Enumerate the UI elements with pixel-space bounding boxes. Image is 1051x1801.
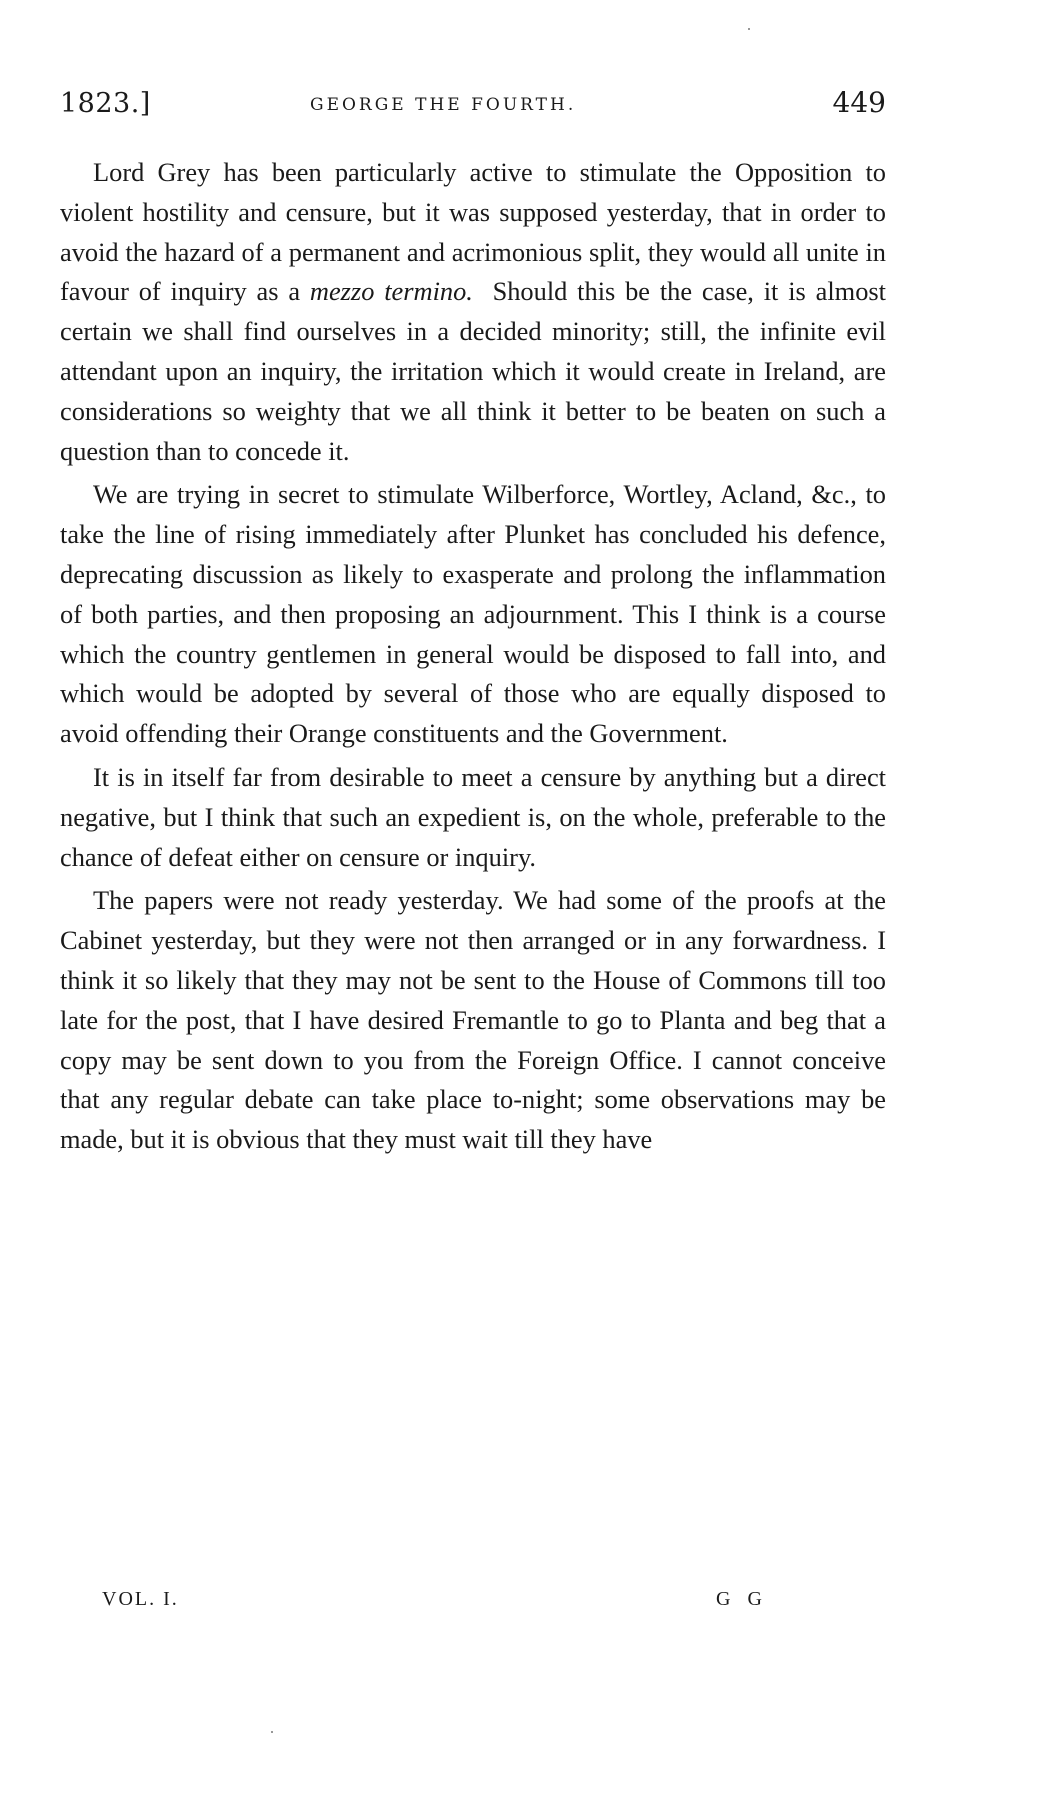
scan-speck — [748, 28, 750, 30]
paragraph-1-end: Should this be the case, it is almost certain we shall find ourselves in a decided minority; still, the infinite evil attendant upon an inquiry, the irritation which it would create in Ireland, are considerations so weighty that we all think it better to be beaten on such a question than to concede it. — [60, 276, 886, 466]
paragraph-2: We are trying in secret to stimulate Wilberforce, Wortley, Acland, &c., to take the line of rising immediately after Plunket has concluded his defence, deprecating discussion as likely to exasperate and prolong the inflammation of both parties, and then proposing an adjournment. This I think is a course which the country gentlemen in general would be disposed to fall into, and which would be adopted by several of those who are equally disposed to avoid offending their Orange constituents and the Government. — [60, 479, 886, 749]
header-year: 1823.] — [60, 88, 151, 119]
italic-phrase: mezzo termino. — [309, 276, 473, 307]
running-header — [60, 88, 886, 128]
paragraph-4: The papers were not ready yesterday. We had some of the proofs at the Cabinet yesterday, but they were not then arranged or in any forwardness. I think it so likely that they may not be sent to the House of Commons till too late for the post, that I have desired Fremantle to go to Planta and beg that a copy may be sent down to you from the Foreign Office. I cannot conceive that any regular debate can take place to-night; some observations may be made, but it is obvious that they must wait till they have — [60, 885, 886, 1155]
body-text — [60, 153, 886, 1164]
scan-speck — [271, 1731, 273, 1733]
signature-mark: G G — [716, 1588, 768, 1610]
volume-label: VOL. I. — [102, 1588, 179, 1610]
page-number: 449 — [832, 86, 886, 119]
header-title: GEORGE THE FOURTH. — [310, 95, 577, 115]
paragraph-3: It is in itself far from desirable to meet a censure by anything but a direct negative, but I think that such an expedient is, on the whole, preferable to the chance of defeat either on censure or inquiry. — [60, 761, 886, 872]
paragraph-1 — [60, 153, 886, 471]
paragraph-1-start: Lord Grey has been particularly active to stimulate the Opposition to violent hostility and censure, but it was supposed yesterday, that in order to avoid the hazard of a permanent and acrimonious split, they would all unite in favour of inquiry as a — [60, 157, 886, 307]
page-footer — [60, 1588, 886, 1618]
